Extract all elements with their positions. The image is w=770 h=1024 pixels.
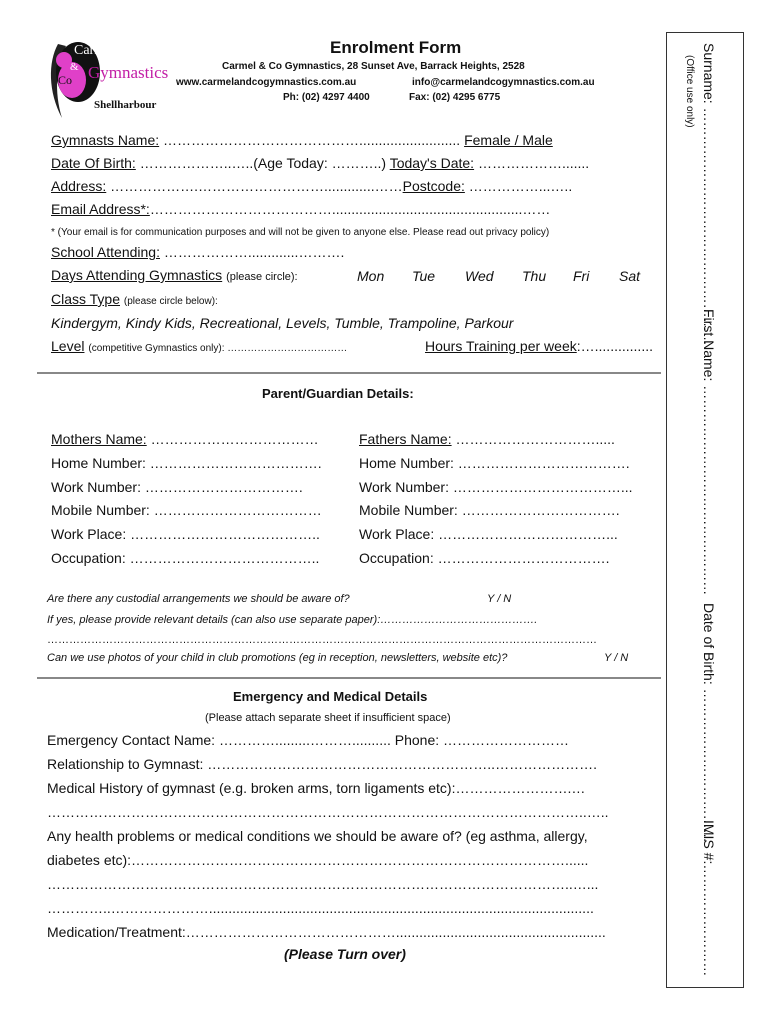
medical-history-line[interactable]: ……………………………………………………………………………………………………..…..: [47, 804, 609, 820]
hours-label: Hours Training per week: [425, 338, 577, 354]
mother-work-place[interactable]: Work Place: …………………………………..: [51, 526, 320, 542]
mother-mobile-number[interactable]: Mobile Number: ………………………………: [51, 502, 322, 518]
day-wed[interactable]: Wed: [465, 268, 494, 284]
level-hint: (competitive Gymnastics only): ………………………………: [88, 343, 348, 354]
address-label: Address:: [51, 178, 107, 194]
custodial-details[interactable]: If yes, please provide relevant details (can also use separate paper):…………………………………….: [47, 614, 538, 626]
gymnast-name-dots: ……………………………………..........................: [159, 132, 465, 148]
hours-dots: :…...............: [576, 338, 653, 354]
address-row[interactable]: [51, 178, 572, 194]
club-fax: Fax: (02) 4295 6775: [409, 92, 501, 103]
relationship-row[interactable]: Relationship to Gymnast: ……………………………………………………..………………….: [47, 756, 597, 772]
custodial-details-line[interactable]: ……………………………………………………………………………………………………………………………………: [47, 634, 597, 646]
level-row[interactable]: [51, 338, 347, 354]
health-problems-line-1[interactable]: diabetes etc):…………………………………………………………………………………......: [47, 852, 589, 868]
office-use-note: (Office use only): [684, 55, 695, 128]
days-hint: (please circle):: [226, 271, 298, 283]
today-date-label: Today's Date:: [389, 155, 475, 171]
section-divider-2: [37, 677, 661, 679]
mother-work-number[interactable]: Work Number: …………………………….: [51, 479, 303, 495]
postcode-label: Postcode:: [402, 178, 465, 194]
section-divider: [37, 372, 661, 374]
club-email[interactable]: info@carmelandcogymnastics.com.au: [412, 77, 595, 88]
email-note: * (Your email is for communication purposes and will not be given to anyone else. Please read out privacy policy): [51, 227, 550, 238]
office-date-of-birth[interactable]: Date of Birth: ……………………………: [701, 603, 717, 843]
logo-word-carmel: Carmel: [74, 43, 116, 58]
father-mobile-number[interactable]: Mobile Number: …………………………….: [359, 502, 620, 518]
class-type-hint: (please circle below):: [123, 296, 218, 307]
office-use-panel: [666, 32, 744, 988]
mother-name-row[interactable]: [51, 431, 319, 447]
medication-row[interactable]: Medication/Treatment:………………………………………......................................................: [47, 924, 606, 940]
school-label: School Attending:: [51, 244, 160, 260]
father-occupation[interactable]: Occupation: ……………………………….: [359, 550, 610, 566]
gymnast-name-row[interactable]: [51, 132, 553, 148]
custodial-yes-no[interactable]: Y / N: [487, 593, 512, 605]
father-name-dots: ………………………….....: [451, 431, 615, 447]
father-name-label: Fathers Name:: [359, 431, 452, 447]
photos-yes-no[interactable]: Y / N: [604, 652, 629, 664]
day-mon[interactable]: Mon: [357, 268, 385, 284]
days-row: [51, 267, 298, 283]
dob-dots: ………………..…..(Age Today: ………..): [135, 155, 390, 171]
today-date-dots: ……………….......: [474, 155, 590, 171]
mother-home-number[interactable]: Home Number: ……………………………….: [51, 455, 322, 471]
mother-name-dots: ………………………………: [146, 431, 319, 447]
form-title: Enrolment Form: [330, 38, 462, 57]
days-label: Days Attending Gymnastics: [51, 267, 223, 283]
parent-heading: Parent/Guardian Details:: [262, 386, 414, 401]
father-home-number[interactable]: Home Number: ……………………………….: [359, 455, 630, 471]
day-fri[interactable]: Fri: [573, 268, 590, 284]
address-dots: ……………….……………………….............……: [106, 178, 403, 194]
day-thu[interactable]: Thu: [522, 268, 547, 284]
health-problems-question: Any health problems or medical conditions we should be aware of? (eg asthma, allergy,: [47, 828, 588, 844]
father-work-number[interactable]: Work Number: ………………………………...: [359, 479, 633, 495]
class-type-label: Class Type: [51, 291, 120, 307]
hours-row[interactable]: [425, 338, 653, 354]
logo-amp: &: [70, 61, 79, 73]
dob-row[interactable]: [51, 155, 589, 171]
email-label: Email Address*:: [51, 201, 150, 217]
medical-history-row[interactable]: Medical History of gymnast (e.g. broken arms, torn ligaments etc):…………………….…: [47, 780, 586, 796]
office-first-name[interactable]: First Name: ………………………………………: [701, 309, 717, 596]
club-website[interactable]: www.carmelandcogymnastics.com.au: [176, 77, 357, 88]
logo-subtitle: Shellharbour: [94, 99, 157, 111]
logo-co: Co: [58, 73, 73, 87]
father-name-row[interactable]: [359, 431, 615, 447]
club-phone: Ph: (02) 4297 4400: [283, 92, 370, 103]
club-address: Carmel & Co Gymnastics, 28 Sunset Ave, Barrack Heights, 2528: [222, 61, 525, 72]
father-work-place[interactable]: Work Place: ………………………………...: [359, 526, 618, 542]
photos-question: Can we use photos of your child in club promotions (eg in reception, newsletters, website etc)?: [47, 652, 508, 664]
health-problems-line-2[interactable]: …………………………………………………………………………………………………..…...: [47, 876, 599, 892]
school-row[interactable]: [51, 244, 344, 260]
level-label: Level: [51, 338, 85, 354]
custodial-question: Are there any custodial arrangements we should be aware of?: [47, 593, 350, 605]
logo-graphic: [44, 32, 169, 122]
day-sat[interactable]: Sat: [619, 268, 641, 284]
gymnast-name-label: Gymnasts Name:: [51, 132, 160, 148]
postcode-dots: ……………...…..: [464, 178, 573, 194]
class-type-options[interactable]: Kindergym, Kindy Kids, Recreational, Levels, Tumble, Trampoline, Parkour: [51, 315, 514, 331]
logo-word-gymnastics: Gymnastics: [88, 63, 169, 82]
email-row[interactable]: [51, 201, 550, 217]
please-turn-over: (Please Turn over): [284, 946, 406, 962]
medical-subheading: (Please attach separate sheet if insufficient space): [205, 712, 451, 724]
office-surname[interactable]: Surname: ……………………………………………: [701, 43, 717, 346]
office-imis[interactable]: IMIS #:……………………: [701, 820, 717, 977]
health-problems-line-3[interactable]: …………..…………………...................................................................................................: [47, 900, 594, 916]
school-dots: ……………….............……….: [159, 244, 345, 260]
day-tue[interactable]: Tue: [412, 268, 436, 284]
emergency-contact-row[interactable]: Emergency Contact Name: ………….........……….......... Phone: ………………………: [47, 732, 570, 748]
dob-label: Date Of Birth:: [51, 155, 136, 171]
mother-name-label: Mothers Name:: [51, 431, 147, 447]
class-type-row: [51, 291, 218, 307]
medical-heading: Emergency and Medical Details: [233, 689, 428, 704]
email-dots: ………………………………….................................................……: [149, 201, 551, 217]
club-logo: [44, 32, 169, 122]
gender-options[interactable]: Female / Male: [464, 132, 553, 148]
mother-occupation[interactable]: Occupation: …………………………………..: [51, 550, 320, 566]
